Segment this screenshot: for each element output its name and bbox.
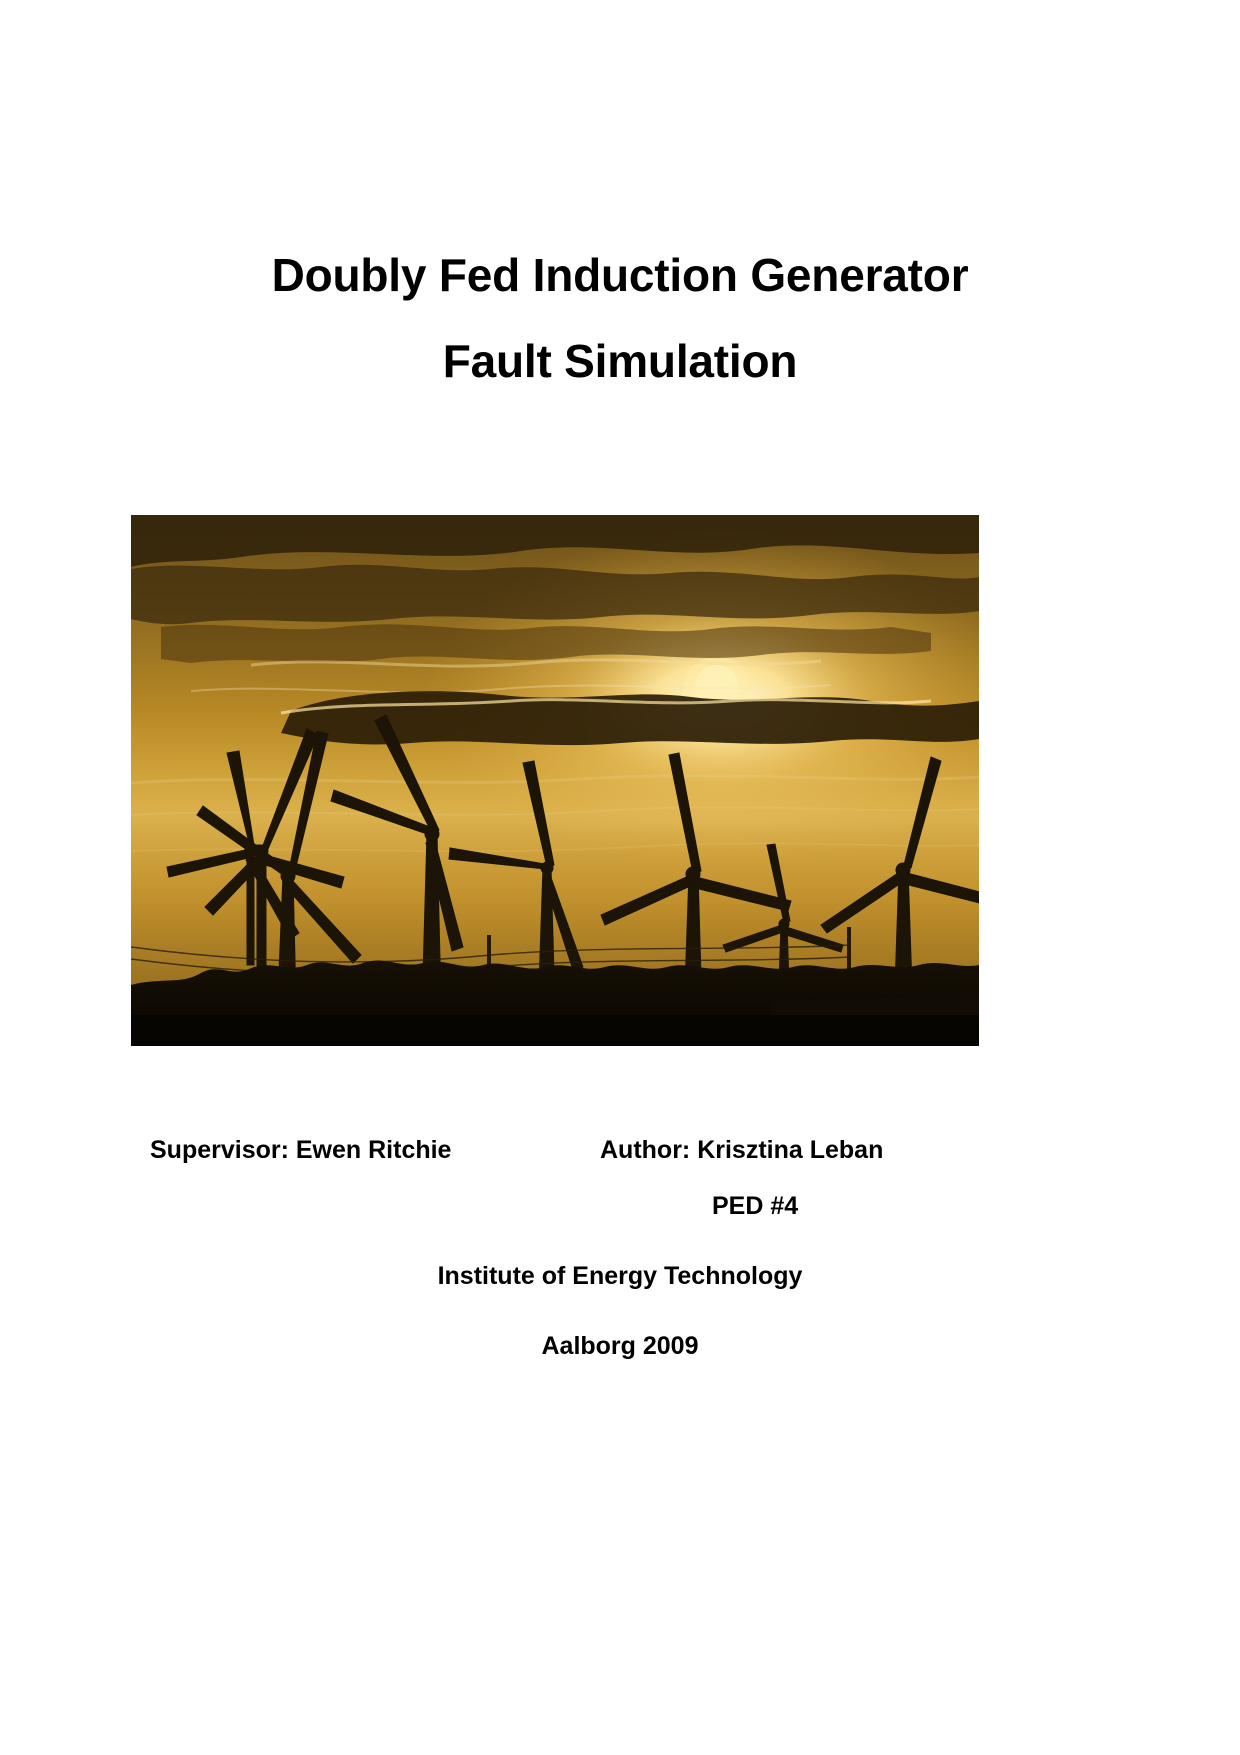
institute-label: Institute of Energy Technology (437, 1262, 803, 1290)
author-label: Author: Krisztina Leban (600, 1136, 884, 1164)
credits-block (0, 1122, 1240, 1360)
supervisor-label: Supervisor: Ewen Ritchie (150, 1136, 452, 1164)
wind-turbine-sunset-illustration (131, 515, 979, 1046)
credits-row-primary (0, 1122, 1240, 1178)
title-line-1: Doubly Fed Induction Generator (271, 249, 969, 301)
page-title (0, 232, 1240, 404)
cover-image (131, 515, 979, 1046)
city-year-label: Aalborg 2009 (541, 1332, 699, 1360)
title-line-2: Fault Simulation (442, 335, 798, 387)
group-label: PED #4 (712, 1192, 799, 1220)
